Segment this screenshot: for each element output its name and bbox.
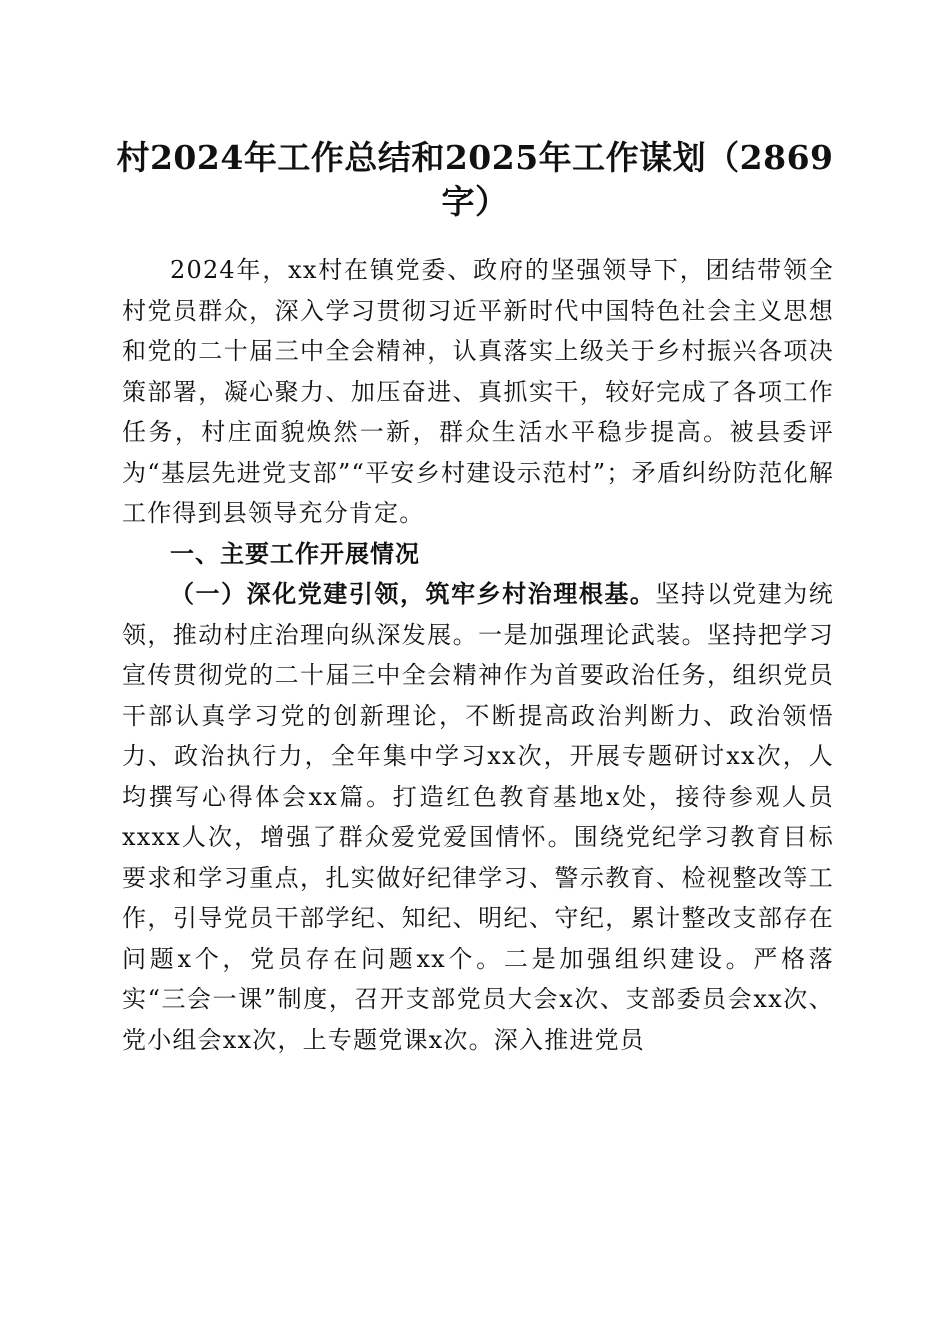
- section-heading: 一、主要工作开展情况: [170, 539, 420, 568]
- document-body: [122, 250, 834, 1060]
- intro-paragraph: 2024年，xx村在镇党委、政府的坚强领导下，团结带领全村党员群众，深入学习贯彻习近平新时代中国特色社会主义思想和党的二十届三中全会精神，认真落实上级关于乡村振兴各项决策部署，凝心聚力、加压奋进、真抓实干，较好完成了各项工作任务，村庄面貌焕然一新，群众生活水平稳步提高。被县委评为“基层先进党支部”“平安乡村建设示范村”；矛盾纠纷防范化解工作得到县领导充分肯定。: [122, 256, 834, 527]
- paragraph-subheading: （一）深化党建引领，筑牢乡村治理根基。: [170, 579, 656, 608]
- section-paragraph: [122, 574, 834, 1060]
- paragraph-body-text: 坚持以党建为统领，推动村庄治理向纵深发展。一是加强理论武装。坚持把学习宣传贯彻党的二十届三中全会精神作为首要政治任务，组织党员干部认真学习党的创新理论，不断提高政治判断力、政治领悟力、政治执行力，全年集中学习xx次，开展专题研讨xx次，人均撰写心得体会xx篇。打造红色教育基地x处，接待参观人员xxxx人次，增强了群众爱党爱国情怀。围绕党纪学习教育目标要求和学习重点，扎实做好纪律学习、警示教育、检视整改等工作，引导党员干部学纪、知纪、明纪、守纪，累计整改支部存在问题x个，党员存在问题xx个。二是加强组织建设。严格落实“三会一课”制度，召开支部党员大会x次、支部委员会xx次、党小组会xx次，上专题党课x次。深入推进党员: [122, 580, 834, 1054]
- document-title: 村2024年工作总结和2025年工作谋划（2869字）: [116, 138, 834, 221]
